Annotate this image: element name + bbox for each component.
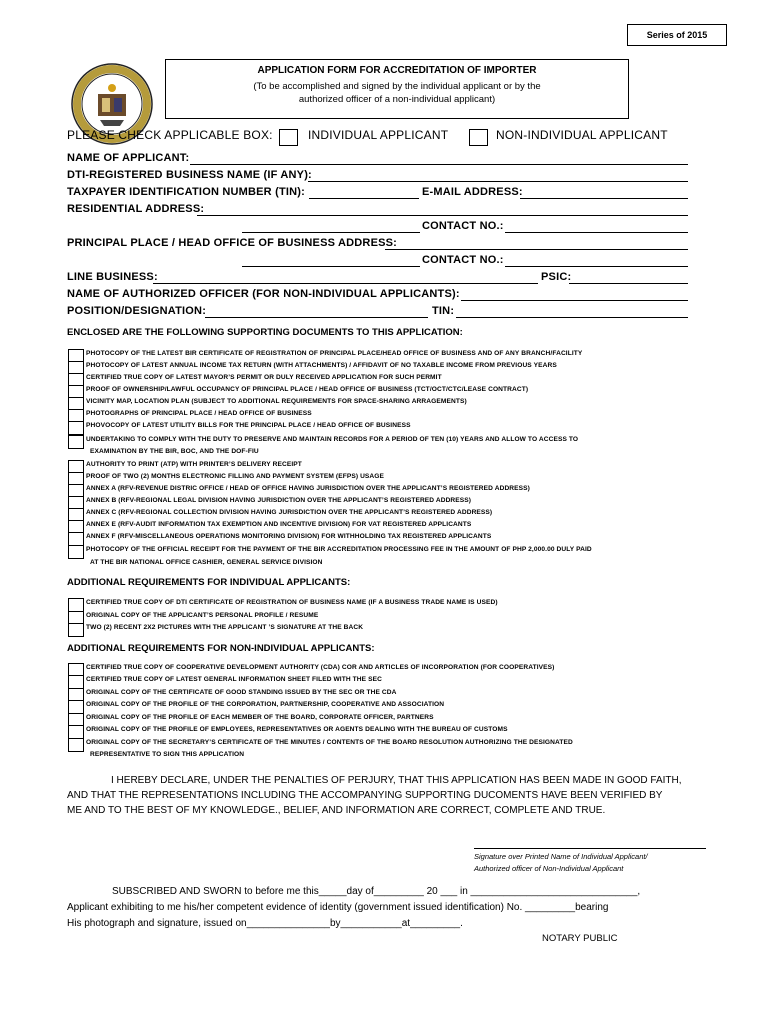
principal-address-label: PRINCIPAL PLACE / HEAD OFFICE OF BUSINESS ADDRESS: [67,237,398,249]
non-individual-req-item: CERTIFIED TRUE COPY OF COOPERATIVE DEVELOPMENT AUTHORITY (CDA) COR AND ARTICLES OF INCORPORATION (FOR COOPERATIVES) [86,664,555,671]
non-individual-req-item: ORIGINAL COPY OF THE PROFILE OF EACH MEMBER OF THE BOARD, CORPORATE OFFICER, PARTNERS [86,714,434,721]
name-of-applicant-label: NAME OF APPLICANT: [67,152,190,164]
authorized-officer-field[interactable] [461,300,688,301]
individual-req-checkbox[interactable] [68,598,84,612]
non-individual-req-checkbox[interactable] [68,675,84,689]
enclosed-doc-item: AUTHORITY TO PRINT (ATP) WITH PRINTER’S DELIVERY RECEIPT [86,461,302,468]
dti-business-name-field[interactable] [308,181,688,182]
individual-req-heading: ADDITIONAL REQUIREMENTS FOR INDIVIDUAL APPLICANTS: [67,577,351,588]
declaration-line1: I HEREBY DECLARE, UNDER THE PENALTIES OF PERJURY, THAT THIS APPLICATION HAS BEEN MADE IN GOOD FAITH, [111,775,682,786]
non-individual-req-item: ORIGINAL COPY OF THE PROFILE OF THE CORPORATION, PARTNERSHIP, COOPERATIVE AND ASSOCIATION [86,701,445,708]
enclosed-doc-item: PHOTOCOPY OF LATEST ANNUAL INCOME TAX RETURN (WITH ATTACHMENTS) / AFFIDAVIT OF NO TAXABLE INCOME FROM PREVIOUS YEARS [86,362,557,369]
sworn-line2: Applicant exhibiting to me his/her competent evidence of identity (government issued identification) No. _________bearing [67,902,609,913]
email-field[interactable] [520,198,688,199]
declaration-line3: ME AND TO THE BEST OF MY KNOWLEDGE., BELIEF, AND INFORMATION ARE CORRECT, COMPLETE AND TRUE. [67,805,606,816]
contact-no-label-2: CONTACT NO.: [422,254,504,266]
line-business-field[interactable] [153,283,538,284]
individual-req-item: ORIGINAL COPY OF THE APPLICANT’S PERSONAL PROFILE / RESUME [86,612,319,619]
psic-field[interactable] [569,283,688,284]
individual-req-checkbox[interactable] [68,623,84,637]
tin2-label: TIN: [432,305,455,317]
non-individual-applicant-checkbox[interactable] [469,129,488,146]
form-subtitle-line2: authorized officer of a non-individual applicant) [298,94,496,105]
psic-label: PSIC: [541,271,572,283]
residential-address-field[interactable] [197,215,688,216]
undertaking-continuation: EXAMINATION BY THE BIR, BOC, AND THE DOF-FIU [90,448,259,455]
enclosed-doc-item: PHOTOGRAPHS OF PRINCIPAL PLACE / HEAD OFFICE OF BUSINESS [86,410,312,417]
series-label: Series of 2015 [627,24,727,46]
non-individual-req-heading: ADDITIONAL REQUIREMENTS FOR NON-INDIVIDUAL APPLICANTS: [67,643,375,654]
enclosed-doc-item: ANNEX F (RFV-MISCELLANEOUS OPERATIONS MONITORING DIVISION) FOR WITHHOLDING TAX REGISTERED APPLICANTS [86,533,492,540]
enclosed-doc-item: CERTIFIED TRUE COPY OF LATEST MAYOR’S PERMIT OR DULY RECEIVED APPLICATION FOR SUCH PERMIT [86,374,442,381]
signature-line[interactable] [474,848,706,849]
non-individual-req-item: ORIGINAL COPY OF THE SECRETARY’S CERTIFICATE OF THE MINUTES / CONTENTS OF THE BOARD RESOLUTION AUTHORIZING THE DESIGNATED [86,739,573,746]
signature-caption-line2: Authorized officer of Non-Individual Applicant [474,864,624,873]
enclosed-doc-item: PHOTOCOPY OF THE OFFICIAL RECEIPT FOR THE PAYMENT OF THE BIR ACCREDITATION PROCESSING FEE IN THE AMOUNT OF PHP 2,000.00 DULY PAID [86,546,592,553]
principal-address-field[interactable] [385,249,688,250]
enclosed-doc-item: ANNEX C (RFV-REGIONAL COLLECTION DIVISION HAVING JURISDICTION OVER THE APPLICANT’S REGISTERED ADDRESS) [86,509,493,516]
enclosed-doc-item: PHOVOCOPY OF LATEST UTILITY BILLS FOR THE PRINCIPAL PLACE / HEAD OFFICE OF BUSINESS [86,422,411,429]
declaration-line2: AND THAT THE REPRESENTATIONS INCLUDING THE ACCOMPANYING SUPPORTING DUCOMENTS HAVE BEEN VERIFIED BY [67,790,663,801]
signature-caption [474,851,648,875]
individual-applicant-label: INDIVIDUAL APPLICANT [308,128,449,142]
authorized-officer-label: NAME OF AUTHORIZED OFFICER (FOR NON-INDIVIDUAL APPLICANTS): [67,288,460,300]
enclosed-doc-item: ANNEX A (RFV-REVENUE DISTRIC OFFICE / HEAD OF OFFICE HAVING JURISDICTION OVER THE APPLICANT’S REGISTERED ADDRESS) [86,485,530,492]
check-box-prompt: PLEASE CHECK APPLICABLE BOX: [67,128,273,142]
non-individual-req-checkbox[interactable] [68,700,84,714]
dti-business-name-label: DTI-REGISTERED BUSINESS NAME (IF ANY): [67,169,312,181]
residential-address-field-2[interactable] [242,232,420,233]
enclosed-doc-item: PROOF OF OWNERSHIP/LAWFUL OCCUPANCY OF PRINCIPAL PLACE / HEAD OFFICE OF BUSINESS (TCT/OCT/CTC/LEASE CONTRACT) [86,386,529,393]
declaration-block [67,773,707,818]
individual-applicant-checkbox[interactable] [279,129,298,146]
position-field[interactable] [205,317,428,318]
form-title: APPLICATION FORM FOR ACCREDITATION OF IMPORTER [257,65,537,76]
contact-no-label-1: CONTACT NO.: [422,220,504,232]
position-label: POSITION/DESIGNATION: [67,305,207,317]
name-of-applicant-field[interactable] [190,164,688,165]
enclosed-doc-item: PHOTOCOPY OF THE LATEST BIR CERTIFICATE OF REGISTRATION OF PRINCIPAL PLACE/HEAD OFFICE OF BUSINESS AND OF ANY BRANCH/FACILITY [86,350,583,357]
email-label: E-MAIL ADDRESS: [422,186,523,198]
enclosed-heading: ENCLOSED ARE THE FOLLOWING SUPPORTING DOCUMENTS TO THIS APPLICATION: [67,327,463,338]
receipt-continuation: AT THE BIR NATIONAL OFFICE CASHIER, GENERAL SERVICE DIVISION [90,559,323,566]
enclosed-doc-checkbox[interactable] [68,421,84,435]
non-individual-req-item: ORIGINAL COPY OF THE CERTIFICATE OF GOOD STANDING ISSUED BY THE SEC OR THE CDA [86,689,397,696]
non-individual-req-item: CERTIFIED TRUE COPY OF LATEST GENERAL INFORMATION SHEET FILED WITH THE SEC [86,676,382,683]
individual-req-item: CERTIFIED TRUE COPY OF DTI CERTIFICATE OF REGISTRATION OF BUSINESS NAME (IF A BUSINESS TRADE NAME IS USED) [86,599,498,606]
line-business-label: LINE BUSINESS: [67,271,158,283]
tin2-field[interactable] [456,317,688,318]
contact-no-field-1[interactable] [505,232,688,233]
non-individual-req-checkbox[interactable] [68,725,84,739]
enclosed-doc-item: PROOF OF TWO (2) MONTHS ELECTRONIC FILLING AND PAYMENT SYSTEM (EFPS) USAGE [86,473,385,480]
signature-caption-line1: Signature over Printed Name of Individual Applicant/ [474,852,648,861]
enclosed-doc-item: ANNEX E (RFV-AUDIT INFORMATION TAX EXEMPTION AND INCENTIVE DIVISION) FOR VAT REGISTERED APPLICANTS [86,521,472,528]
non-individual-req-checkbox[interactable] [68,738,84,752]
enclosed-doc-item: ANNEX B (RFV-REGIONAL LEGAL DIVISION HAVING JURISDICTION OVER THE APPLICANT’S REGISTERED ADDRESS) [86,497,472,504]
non-individual-applicant-label: NON-INDIVIDUAL APPLICANT [496,128,668,142]
sworn-line1: SUBSCRIBED AND SWORN to before me this_____day of_________ 20 ___ in ______________________________, [112,886,641,897]
tin-field[interactable] [309,198,419,199]
enclosed-doc-checkbox[interactable] [68,545,84,559]
individual-req-item: TWO (2) RECENT 2X2 PICTURES WITH THE APPLICANT ’S SIGNATURE AT THE BACK [86,624,364,631]
enclosed-doc-item: UNDERTAKING TO COMPLY WITH THE DUTY TO PRESERVE AND MAINTAIN RECORDS FOR A PERIOD OF TEN (10) YEARS AND ALLOW TO ACCESS TO [86,436,579,443]
enclosed-doc-checkbox[interactable] [68,435,84,449]
form-subtitle-line1: (To be accomplished and signed by the individual applicant or by the [253,81,541,92]
tin-label: TAXPAYER IDENTIFICATION NUMBER (TIN): [67,186,305,198]
enclosed-doc-checkbox[interactable] [68,532,84,546]
sworn-line3: His photograph and signature, issued on_______________by___________at_________. [67,918,463,929]
notary-public-label: NOTARY PUBLIC [542,933,618,944]
contact-no-field-2[interactable] [505,266,688,267]
principal-address-field-2[interactable] [242,266,420,267]
enclosed-doc-item: VICINITY MAP, LOCATION PLAN (SUBJECT TO ADDITIONAL REQUIREMENTS FOR SPACE-SHARING ARRAGEMENTS) [86,398,467,405]
residential-address-label: RESIDENTIAL ADDRESS: [67,203,205,215]
non-individual-req-item: ORIGINAL COPY OF THE PROFILE OF EMPLOYEES, REPRESENTATIVES OR AGENTS DEALING WITH THE BUREAU OF CUSTOMS [86,726,508,733]
secretary-continuation: REPRESENTATIVE TO SIGN THIS APPLICATION [90,751,245,758]
form-title-box [165,59,629,119]
